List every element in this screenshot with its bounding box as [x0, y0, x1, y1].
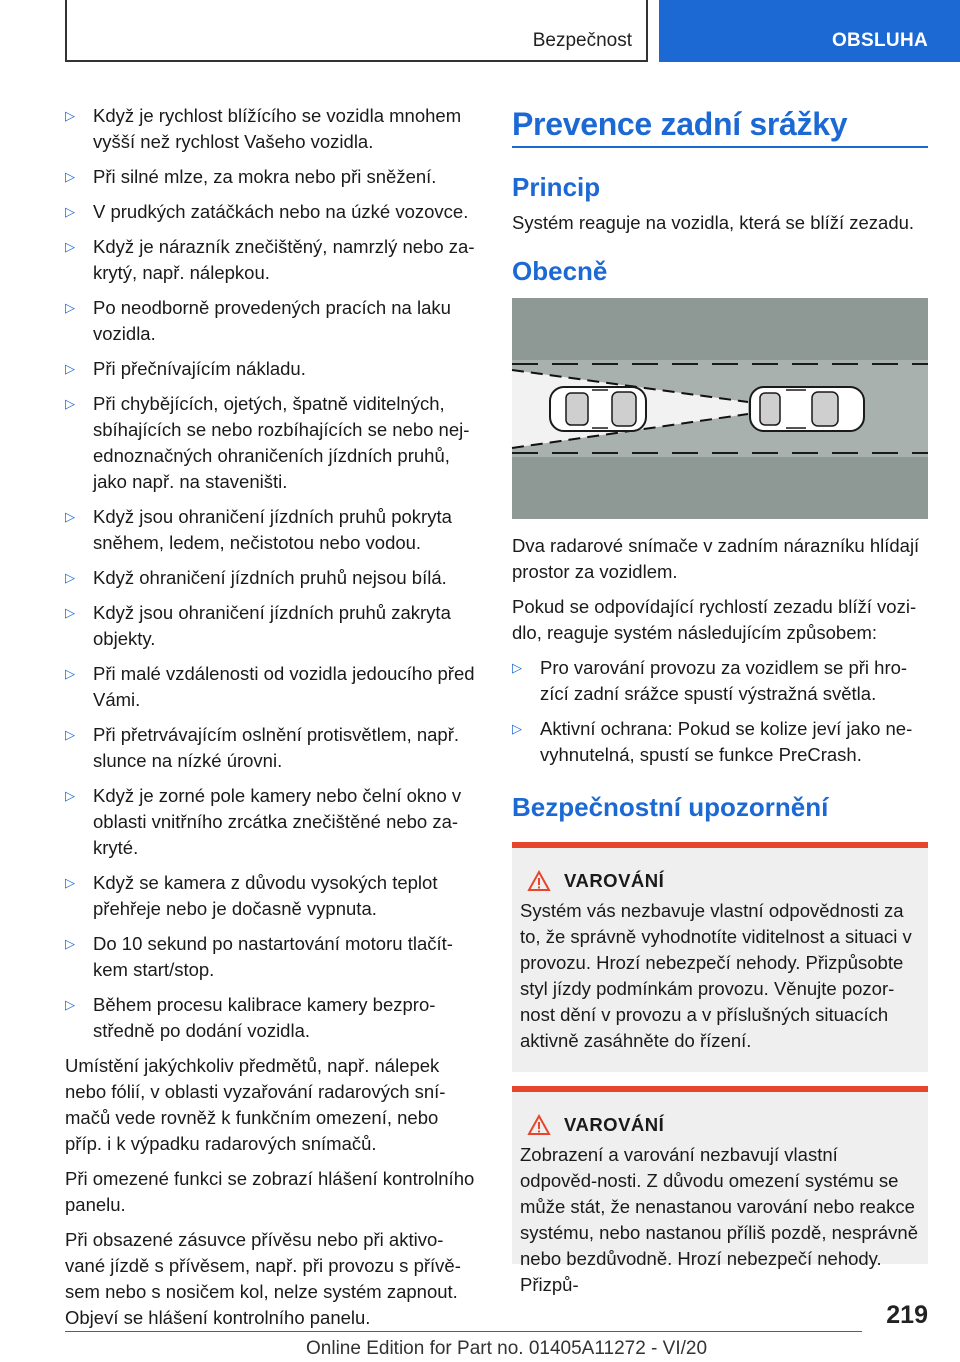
- header-section-box: [65, 0, 648, 62]
- header-section-title: Bezpečnost: [532, 30, 632, 51]
- triangle-right-icon: ▷: [65, 361, 75, 376]
- reaction-list: [512, 655, 928, 768]
- rear-radar-illustration: [512, 298, 928, 519]
- footer-edition: Online Edition for Part no. 01405A11272 - VI/20: [306, 1338, 708, 1359]
- warning-triangle-icon: [528, 871, 550, 891]
- list-item: ▷ Když ohraničení jízdních pruhů nejsou bílá.: [65, 565, 480, 591]
- list-item: ▷ Když je zorné pole kamery nebo čelní okno v oblasti vnitřního zrcátka znečištěné nebo za‐kryté.: [65, 785, 462, 858]
- triangle-right-icon: ▷: [65, 204, 75, 219]
- triangle-right-icon: ▷: [65, 605, 75, 620]
- triangle-right-icon: ▷: [65, 239, 75, 254]
- paragraph-limited-function: Při omezené funkci se zobrazí hlášení kontrolního panelu.: [65, 1168, 475, 1215]
- paragraph-sensor-coverage: Umístění jakýchkoliv předmětů, např. nálepek nebo fólií, v oblasti vyzařování radarových sní‐mačů vede rovněž k funkčním omezení, nebo příp. i k výpadku radarových snímačů.: [65, 1055, 446, 1154]
- list-item: ▷ Pro varování provozu za vozidlem se při hro‐zící zadní srážce spustí výstražná světla.: [512, 657, 908, 704]
- triangle-right-icon: ▷: [65, 509, 75, 524]
- list-item: ▷ Když jsou ohraničení jízdních pruhů zakryta objekty.: [65, 602, 451, 649]
- list-item: ▷ Během procesu kalibrace kamery bezpro‐středně po dodání vozidla.: [65, 994, 436, 1041]
- header-chapter-tab: [659, 0, 960, 62]
- paragraph-trailer: Při obsazené zásuvce přívěsu nebo při aktivo‐vané jízdě s přívěsem, např. při provozu s přívě‐sem nebo s nosičem kol, nelze systém zapnout. Objeví se hlášení kontrolního panelu.: [65, 1229, 461, 1328]
- limitations-list: [65, 103, 480, 1044]
- triangle-right-icon: ▷: [65, 570, 75, 585]
- principle-text: Systém reaguje na vozidla, která se blíží zezadu.: [512, 212, 915, 233]
- list-item: ▷ Při silné mlze, za mokra nebo při sněžení.: [65, 164, 480, 190]
- header-chapter-label: OBSLUHA: [831, 30, 928, 51]
- warning-title: VAROVÁNÍ: [564, 870, 665, 891]
- list-item: ▷ Při malé vzdálenosti od vozidla jedoucího před Vámi.: [65, 663, 475, 710]
- warning-text: Zobrazení a varování nezbavují vlastní odpověd‐nosti. Z důvodu omezení systému se může stát, že nenastanou varování nebo reakce systému, nebo nastanou příliš pozdě, nesprávně nebo bezdůvodně. Hrozí nebezpečí nehody. Přizpů‐: [520, 1144, 918, 1295]
- list-item: ▷ Když se kamera z důvodu vysokých teplot přehřeje nebo je dočasně vypnuta.: [65, 872, 438, 919]
- triangle-right-icon: ▷: [65, 875, 75, 890]
- general-text-reaction: Pokud se odpovídající rychlostí zezadu blíží vozi‐dlo, reaguje systém následujícím způsobem:: [512, 596, 917, 643]
- warning-text: Systém vás nezbavuje vlastní odpovědnosti za to, že správně vyhodnotíte viditelnost a situaci v provozu. Hrozí nebezpečí nehody. Přizpůsobte styl jízdy podmínkám provozu. Věnujte pozor‐nost dění v provozu a v příslušných situacích aktivně zasáhněte do řízení.: [520, 900, 912, 1051]
- heading-principle: Princip: [512, 172, 601, 202]
- page-number: 219: [886, 1301, 928, 1329]
- triangle-right-icon: ▷: [65, 788, 75, 803]
- triangle-right-icon: ▷: [65, 997, 75, 1012]
- title-divider: [512, 146, 928, 148]
- footer-divider: [65, 1331, 862, 1332]
- list-item: ▷ Při přetrvávajícím oslnění protisvětlem, např. slunce na nízké úrovni.: [65, 724, 460, 771]
- triangle-right-icon: ▷: [65, 396, 75, 411]
- list-item: ▷ Aktivní ochrana: Pokud se kolize jeví jako ne‐vyhnutelná, spustí se funkce PreCrash.: [512, 718, 913, 765]
- warning-box: [512, 842, 928, 1072]
- left-column: [65, 103, 480, 1340]
- triangle-right-icon: ▷: [65, 169, 75, 184]
- warning-title: VAROVÁNÍ: [564, 1114, 665, 1135]
- warning-triangle-icon: [528, 1115, 550, 1135]
- triangle-right-icon: ▷: [65, 108, 75, 123]
- list-item: ▷ Když je nárazník znečištěný, namrzlý nebo za‐krytý, např. nálepkou.: [65, 236, 475, 283]
- list-item: ▷ Když jsou ohraničení jízdních pruhů pokryta sněhem, ledem, nečistotou nebo vodou.: [65, 506, 452, 553]
- triangle-right-icon: ▷: [65, 727, 75, 742]
- triangle-right-icon: ▷: [65, 936, 75, 951]
- triangle-right-icon: ▷: [65, 666, 75, 681]
- triangle-right-icon: ▷: [65, 300, 75, 315]
- heading-safety: Bezpečnostní upozornění: [512, 792, 829, 822]
- triangle-right-icon: ▷: [512, 721, 522, 736]
- triangle-right-icon: ▷: [512, 660, 522, 675]
- list-item: ▷ Do 10 sekund po nastartování motoru tlačít‐kem start/stop.: [65, 933, 453, 980]
- car-rear-vehicle-icon: [550, 387, 646, 431]
- warning-box: [512, 1086, 928, 1295]
- list-item: ▷ Při přečnívajícím nákladu.: [65, 356, 480, 382]
- page-title: Prevence zadní srážky: [512, 106, 848, 142]
- general-text-sensors: Dva radarové snímače v zadním nárazníku hlídají prostor za vozidlem.: [512, 535, 920, 582]
- list-item: ▷ Když je rychlost blížícího se vozidla mnohem vyšší než rychlost Vašeho vozidla.: [65, 105, 462, 152]
- list-item: ▷ Při chybějících, ojetých, špatně viditelných, sbíhajících se nebo rozbíhajících se nebo nej‐ednoznačných ohraničeních jízdních pruhů, jako např. na staveništi.: [65, 393, 470, 492]
- right-column: [512, 104, 928, 1295]
- list-item: ▷ Po neodborně provedených pracích na laku vozidla.: [65, 297, 451, 344]
- car-front-vehicle-icon: [750, 387, 864, 431]
- list-item: ▷ V prudkých zatáčkách nebo na úzké vozovce.: [65, 199, 480, 225]
- heading-general: Obecně: [512, 256, 608, 286]
